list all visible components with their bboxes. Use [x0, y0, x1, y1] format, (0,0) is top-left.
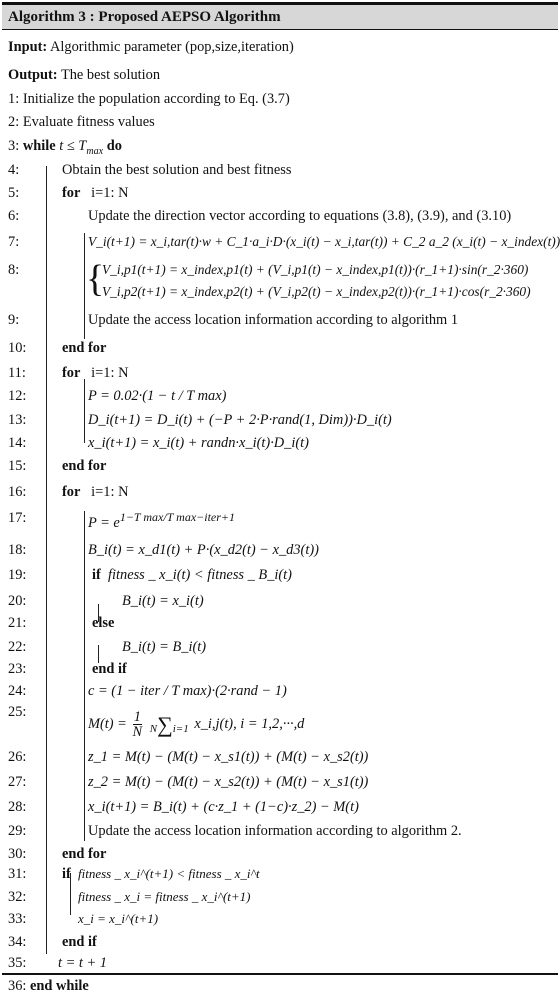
- line-number: 19:: [8, 567, 27, 583]
- keyword-for: for: [62, 484, 81, 500]
- line-text: Update the access location information according to algorithm 1: [88, 312, 459, 328]
- line-number: 5:: [8, 185, 20, 201]
- equation-17: P = e: [88, 514, 120, 531]
- line-number: 6:: [8, 208, 20, 224]
- input-text: Algorithmic parameter (pop,size,iteration): [50, 39, 294, 55]
- keyword-end-if: end if: [62, 934, 97, 950]
- keyword-while: while: [22, 138, 56, 154]
- equation-24: c = (1 − iter / T max)·(2·rand − 1): [88, 683, 287, 699]
- line-number: 34:: [8, 934, 27, 950]
- equation-25-lhs: M(t) =: [88, 715, 127, 732]
- line-8: [2, 258, 558, 308]
- equation-7: V_i(t+1) = x_i,tar(t)·w + C_1·a_i·D·(x_i(t) − x_i,tar(t)) + C_2 a_2 (x_i(t) − x_index(t)): [88, 234, 560, 249]
- line-number: 20:: [8, 593, 27, 609]
- fraction-denominator: N: [132, 724, 143, 740]
- line-number: 31:: [8, 866, 27, 882]
- equation-26: z_1 = M(t) − (M(t) − x_s1(t)) + (M(t) − x_s2(t)): [88, 749, 369, 765]
- for-block-bar-2: [84, 379, 85, 443]
- equation-12: P = 0.02·(1 − t / T max): [88, 388, 227, 404]
- line-25: [2, 704, 558, 748]
- line-text: Evaluate fitness values: [22, 114, 155, 130]
- keyword-end-if: end if: [92, 661, 127, 677]
- line-number: 14:: [8, 435, 27, 451]
- sum-upper: N: [149, 722, 158, 735]
- line-number: 32:: [8, 889, 27, 905]
- line-number: 4:: [8, 162, 20, 178]
- equation-33: x_i = x_i^(t+1): [78, 911, 159, 926]
- line-number: 29:: [8, 823, 27, 839]
- line-text: i=1: N: [91, 185, 129, 201]
- line-text: Update the direction vector according to equations (3.8), (3.9), and (3.10): [88, 208, 512, 224]
- keyword-if: if: [62, 866, 71, 882]
- line-number: 8:: [8, 262, 20, 278]
- fraction: [133, 710, 143, 739]
- equation-8a: V_i,p1(t+1) = x_index,p1(t) + (V_i,p1(t) − x_index,p1(t))·(r_1+1)·sin(r_2·360): [102, 262, 529, 277]
- while-condition: t ≤ T: [59, 138, 87, 154]
- line-number: 9:: [8, 312, 20, 328]
- line-number: 27:: [8, 774, 27, 790]
- line-number: 7:: [8, 234, 20, 250]
- equation-20: B_i(t) = x_i(t): [122, 593, 204, 609]
- if-condition: fitness _ x_i(t) < fitness _ B_i(t): [108, 567, 292, 583]
- line-number: 24:: [8, 683, 27, 699]
- line-number: 28:: [8, 799, 27, 815]
- algorithm-box: [2, 2, 560, 994]
- fraction-numerator: 1: [133, 709, 141, 725]
- output-text: The best solution: [60, 67, 161, 83]
- keyword-for: for: [62, 185, 81, 201]
- summation: [149, 711, 189, 737]
- equation-28: x_i(t+1) = B_i(t) + (c·z_1 + (1−c)·z_2) − M(t): [88, 799, 359, 815]
- equation-13: D_i(t+1) = D_i(t) + (−P + 2·P·rand(1, Dim))·D_i(t): [88, 412, 392, 428]
- sum-lower: i=1: [172, 722, 189, 735]
- keyword-do: do: [106, 138, 122, 154]
- line-number: 35:: [8, 955, 27, 971]
- line-text: Initialize the population according to Eq. (3.7): [22, 91, 290, 107]
- equation-22: B_i(t) = B_i(t): [122, 639, 207, 655]
- line-text: i=1: N: [91, 365, 129, 381]
- line-number: 22:: [8, 639, 27, 655]
- line-text: Obtain the best solution and best fitness: [62, 162, 292, 178]
- algorithm-title: Algorithm 3 : Proposed AEPSO Algorithm: [2, 5, 558, 30]
- line-number: 11:: [8, 365, 26, 381]
- keyword-end-for: end for: [62, 458, 107, 474]
- input-label: Input:: [8, 39, 48, 55]
- equation-18: B_i(t) = x_d1(t) + P·(x_d2(t) − x_d3(t)): [88, 542, 319, 558]
- line-number: 15:: [8, 458, 27, 474]
- for-block-bar-3: [84, 511, 85, 841]
- line-number: 12:: [8, 388, 27, 404]
- line-number: 25:: [8, 704, 27, 720]
- line-text: Update the access location information according to algorithm 2.: [88, 823, 462, 839]
- line-text: i=1: N: [91, 484, 129, 500]
- line-number: 26:: [8, 749, 27, 765]
- equation-14: x_i(t+1) = x_i(t) + randn·x_i(t)·D_i(t): [88, 435, 309, 451]
- equation-27: z_2 = M(t) − (M(t) − x_s2(t)) + (M(t) − x_s1(t)): [88, 774, 369, 790]
- keyword-end-for: end for: [62, 340, 107, 356]
- brace-8: {: [86, 258, 105, 300]
- line-number: 23:: [8, 661, 27, 677]
- sigma-icon: ∑: [157, 711, 173, 737]
- equation-25-rhs: x_i,j(t), i = 1,2,···,d: [194, 715, 305, 732]
- keyword-else: else: [92, 615, 115, 631]
- if-condition: fitness _ x_i^(t+1) < fitness _ x_i^t: [78, 866, 260, 881]
- equation-35: t = t + 1: [58, 955, 108, 971]
- keyword-end-for: end for: [62, 846, 107, 862]
- line-number: 13:: [8, 412, 27, 428]
- line-number: 33:: [8, 911, 27, 927]
- line-number: 16:: [8, 484, 27, 500]
- equation-17-exponent: 1−T max/T max−iter+1: [119, 510, 236, 524]
- line-number: 30:: [8, 846, 27, 862]
- line-number: 18:: [8, 542, 27, 558]
- output-label: Output:: [8, 67, 58, 83]
- line-number: 2:: [8, 114, 20, 130]
- line-number: 3:: [8, 138, 20, 154]
- equation-8b: V_i,p2(t+1) = x_index,p2(t) + (V_i,p2(t) − x_index,p2(t))·(r_1+1)·cos(r_2·360): [102, 284, 531, 299]
- while-condition-sub: max: [86, 145, 104, 157]
- line-number: 1:: [8, 91, 20, 107]
- keyword-end-while: end while: [30, 978, 89, 994]
- line-number: 36:: [8, 978, 27, 994]
- line-number: 17:: [8, 510, 27, 526]
- line-number: 21:: [8, 615, 27, 631]
- keyword-if: if: [92, 567, 101, 583]
- line-number: 10:: [8, 340, 27, 356]
- equation-32: fitness _ x_i = fitness _ x_i^(t+1): [78, 889, 251, 904]
- keyword-for: for: [62, 365, 81, 381]
